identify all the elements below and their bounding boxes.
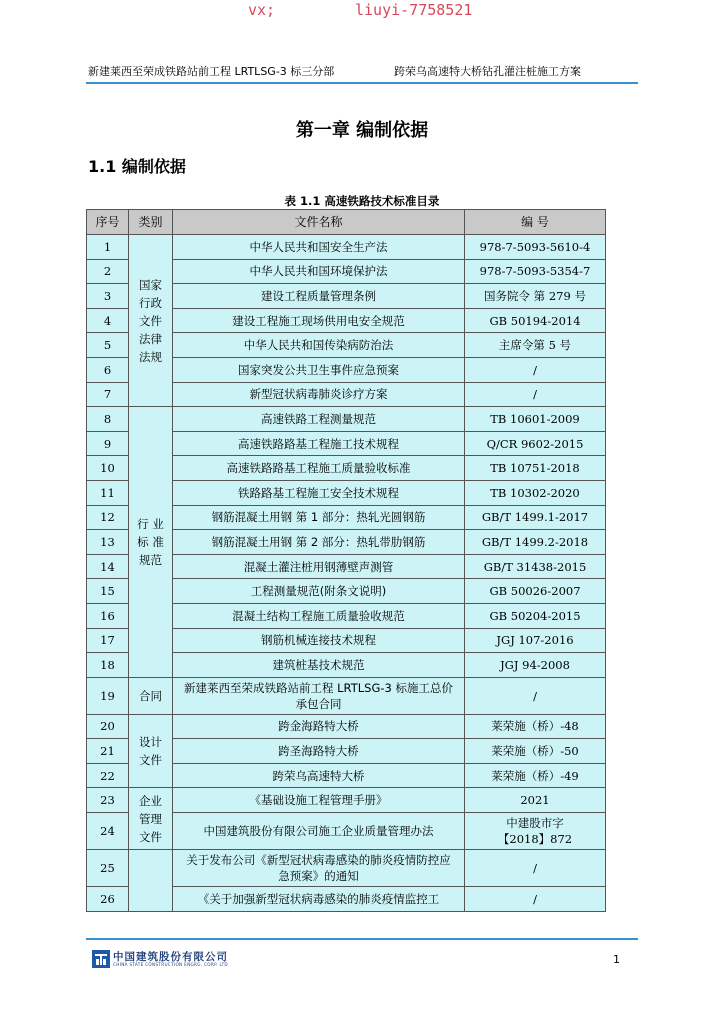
row-name: 高速铁路工程测量规范 [173, 407, 465, 432]
row-no: 22 [87, 763, 129, 788]
row-name: 钢筋混凝土用钢 第 2 部分：热轧带肋钢筋 [173, 530, 465, 555]
row-code: 2021 [465, 788, 606, 813]
row-no: 16 [87, 603, 129, 628]
row-no: 1 [87, 235, 129, 260]
row-code: 978-7-5093-5354-7 [465, 259, 606, 284]
page-number: 1 [613, 953, 620, 966]
row-name: 混凝土结构工程施工质量验收规范 [173, 603, 465, 628]
table-row [87, 235, 606, 260]
row-no: 14 [87, 554, 129, 579]
row-no: 13 [87, 530, 129, 555]
col-header-code: 编 号 [465, 210, 606, 235]
row-name: 国家突发公共卫生事件应急预案 [173, 357, 465, 382]
row-name: 跨金海路特大桥 [173, 714, 465, 739]
category-cell: 合同 [129, 677, 173, 714]
section-title: 1.1 编制依据 [88, 157, 186, 176]
row-name: 《关于加强新型冠状病毒感染的肺炎疫情监控工 [173, 887, 465, 912]
row-name: 关于发布公司《新型冠状病毒感染的肺炎疫情防控应急预案》的通知 [173, 850, 465, 887]
row-code: 莱荣施（桥）-50 [465, 739, 606, 764]
row-no: 18 [87, 653, 129, 678]
row-no: 11 [87, 480, 129, 505]
table-header-row [87, 210, 606, 235]
watermark-right: liuyi-7758521 [355, 1, 473, 19]
row-no: 24 [87, 813, 129, 850]
row-name: 建设工程质量管理条例 [173, 284, 465, 309]
row-name: 铁路路基工程施工安全技术规程 [173, 480, 465, 505]
row-no: 25 [87, 850, 129, 887]
row-code: / [465, 357, 606, 382]
row-no: 2 [87, 259, 129, 284]
row-code: Q/CR 9602-2015 [465, 431, 606, 456]
row-no: 15 [87, 579, 129, 604]
row-code: 中建股市字【2018】872 [465, 813, 606, 850]
row-no: 23 [87, 788, 129, 813]
table-row [87, 677, 606, 714]
row-code: 国务院令 第 279 号 [465, 284, 606, 309]
table-row [87, 850, 606, 887]
row-code: 主席令第 5 号 [465, 333, 606, 358]
category-cell: 国家行政文件法律法规 [129, 235, 173, 407]
category-cell: 设计文件 [129, 714, 173, 788]
row-no: 4 [87, 308, 129, 333]
table-row [87, 714, 606, 739]
category-cell: 行 业标 准规范 [129, 407, 173, 678]
row-code: GB 50026-2007 [465, 579, 606, 604]
row-name: 高速铁路路基工程施工技术规程 [173, 431, 465, 456]
row-no: 26 [87, 887, 129, 912]
row-name: 钢筋混凝土用钢 第 1 部分：热轧光圆钢筋 [173, 505, 465, 530]
row-no: 10 [87, 456, 129, 481]
row-code: GB/T 31438-2015 [465, 554, 606, 579]
row-name: 工程测量规范(附条文说明) [173, 579, 465, 604]
row-code: / [465, 677, 606, 714]
watermark [0, 0, 724, 20]
row-code: TB 10751-2018 [465, 456, 606, 481]
header-document: 跨荣乌高速特大桥钻孔灌注桩施工方案 [394, 65, 581, 78]
row-no: 19 [87, 677, 129, 714]
row-no: 6 [87, 357, 129, 382]
row-code: GB 50204-2015 [465, 603, 606, 628]
footer-rule [86, 938, 638, 940]
row-code: GB 50194-2014 [465, 308, 606, 333]
row-name: 跨圣海路特大桥 [173, 739, 465, 764]
row-code: TB 10601-2009 [465, 407, 606, 432]
row-name: 新建莱西至荣成铁路站前工程 LRTLSG-3 标施工总价承包合同 [173, 677, 465, 714]
watermark-left: vx; [248, 1, 276, 19]
row-no: 20 [87, 714, 129, 739]
row-name: 钢筋机械连接技术规程 [173, 628, 465, 653]
row-code: 978-7-5093-5610-4 [465, 235, 606, 260]
row-code: GB/T 1499.1-2017 [465, 505, 606, 530]
row-code: / [465, 850, 606, 887]
row-code: 莱荣施（桥）-48 [465, 714, 606, 739]
row-name: 混凝土灌注桩用钢薄壁声测管 [173, 554, 465, 579]
row-no: 3 [87, 284, 129, 309]
chapter-title: 第一章 编制依据 [295, 120, 429, 141]
table-row [87, 788, 606, 813]
col-header-no: 序号 [87, 210, 129, 235]
row-name: 中国建筑股份有限公司施工企业质量管理办法 [173, 813, 465, 850]
row-code: JGJ 94-2008 [465, 653, 606, 678]
row-no: 7 [87, 382, 129, 407]
cscec-logo-icon [92, 950, 110, 968]
col-header-name: 文件名称 [173, 210, 465, 235]
category-cell: 企业管理文件 [129, 788, 173, 850]
row-name: 中华人民共和国安全生产法 [173, 235, 465, 260]
row-code: GB/T 1499.2-2018 [465, 530, 606, 555]
row-code: / [465, 382, 606, 407]
col-header-category: 类别 [129, 210, 173, 235]
row-code: TB 10302-2020 [465, 480, 606, 505]
row-code: / [465, 887, 606, 912]
row-no: 12 [87, 505, 129, 530]
row-no: 8 [87, 407, 129, 432]
logo-chinese-name: 中国建筑股份有限公司 [113, 951, 228, 963]
header-project: 新建莱西至荣成铁路站前工程 LRTLSG-3 标三分部 [88, 65, 335, 78]
row-name: 中华人民共和国传染病防治法 [173, 333, 465, 358]
row-code: 莱荣施（桥）-49 [465, 763, 606, 788]
header-rule [86, 82, 638, 84]
row-name: 《基础设施工程管理手册》 [173, 788, 465, 813]
row-no: 21 [87, 739, 129, 764]
row-no: 5 [87, 333, 129, 358]
row-name: 跨荣乌高速特大桥 [173, 763, 465, 788]
row-name: 建设工程施工现场供用电安全规范 [173, 308, 465, 333]
row-name: 中华人民共和国环境保护法 [173, 259, 465, 284]
standards-table [86, 209, 606, 912]
row-name: 高速铁路路基工程施工质量验收标准 [173, 456, 465, 481]
table-row [87, 407, 606, 432]
row-no: 9 [87, 431, 129, 456]
row-name: 新型冠状病毒肺炎诊疗方案 [173, 382, 465, 407]
company-logo [92, 949, 272, 971]
table-caption: 表 1.1 高速铁路技术标准目录 [284, 194, 440, 208]
row-name: 建筑桩基技术规范 [173, 653, 465, 678]
row-no: 17 [87, 628, 129, 653]
row-code: JGJ 107-2016 [465, 628, 606, 653]
logo-english-name: CHINA STATE CONSTRUCTION ENGRG. CORP. LTD [113, 962, 228, 967]
category-cell-empty [129, 850, 173, 912]
